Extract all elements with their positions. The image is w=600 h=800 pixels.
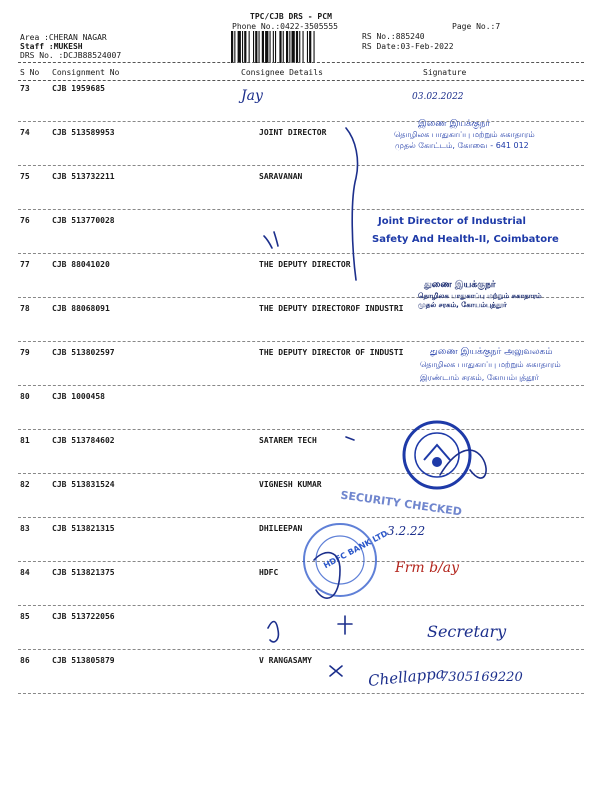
deputy-director-stamp-line1: துணை இயக்குநர்: [424, 280, 496, 290]
deputy-office-stamp-line1: துணை இயக்குநர் அலுவலகம்: [430, 347, 553, 357]
deputy-director-stamp-line3: முதல் சரகம், கோயம்புத்தூர்: [418, 301, 507, 309]
column-header-signature: Signature: [423, 68, 467, 77]
report-title: TPC/CJB DRS - PCM: [250, 12, 332, 21]
signature-73: Jay: [241, 88, 263, 104]
row-sno: 82: [20, 480, 30, 489]
page-number: Page No.:7: [452, 22, 501, 31]
row-sno: 80: [20, 392, 30, 401]
handwritten-date-83: 3.2.22: [387, 524, 426, 538]
row-sno: 83: [20, 524, 30, 533]
row-consignee: HDFC: [259, 568, 279, 577]
handwritten-name-86: Chellappa: [367, 664, 446, 690]
phone-number: Phone No.:0422-3505555: [232, 22, 338, 31]
row-consignment-number: CJB 513589953: [52, 128, 115, 137]
row-consignment-number: CJB 88068091: [52, 304, 110, 313]
joint-director-en-line1: Joint Director of Industrial: [378, 216, 526, 227]
row-consignee: THE DEPUTY DIRECTOR: [259, 260, 351, 269]
row-consignee: DHILEEPAN: [259, 524, 303, 533]
row-sno: 78: [20, 304, 30, 313]
row-consignment-number: CJB 513802597: [52, 348, 115, 357]
joint-director-stamp-line3: முதல் கோட்டம், கோவை - 641 012: [395, 141, 529, 150]
row-consignment-number: CJB 513784602: [52, 436, 115, 445]
row-sno: 86: [20, 656, 30, 665]
joint-director-en-line2: Safety And Health-II, Coimbatore: [372, 234, 559, 245]
row-consignment-number: CJB 1000458: [52, 392, 105, 401]
handwritten-date-73: 03.02.2022: [412, 92, 464, 102]
column-header-sno: S No: [20, 68, 40, 77]
row-consignment-number: CJB 1959685: [52, 84, 105, 93]
row-sno: 79: [20, 348, 30, 357]
row-sno: 84: [20, 568, 30, 577]
rs-date: RS Date:03-Feb-2022: [362, 42, 454, 51]
row-consignee: THE DEPUTY DIRECTOROF INDUSTRI: [259, 304, 404, 313]
row-consignment-number: CJB 513831524: [52, 480, 115, 489]
row-sno: 73: [20, 84, 30, 93]
row-consignee: VIGNESH KUMAR: [259, 480, 322, 489]
handwritten-phone-86: 7305169220: [440, 670, 523, 685]
row-consignment-number: CJB 513770028: [52, 216, 115, 225]
handwritten-signature-85: Secretary: [427, 622, 507, 641]
staff-label: Staff :MUKESH: [20, 42, 83, 51]
row-sno: 81: [20, 436, 30, 445]
row-consignee: JOINT DIRECTOR: [259, 128, 327, 137]
joint-director-stamp-line2: தொழிலக பாதுகாப்பு மற்றும் சுகாதாரம்: [394, 130, 535, 139]
row-sno: 76: [20, 216, 30, 225]
row-consignee: V RANGASAMY: [259, 656, 312, 665]
row-sno: 85: [20, 612, 30, 621]
row-consignment-number: CJB 513722056: [52, 612, 115, 621]
rs-number: RS No.:885240: [362, 32, 425, 41]
deputy-office-stamp-line3: இரண்டாம் சரகம், கோயம்புத்தூர்: [420, 373, 539, 382]
hdfc-bank-stamp-text: HDFC BANK LTD: [322, 528, 390, 571]
row-consignment-number: CJB 513821315: [52, 524, 115, 533]
row-consignee: SARAVANAN: [259, 172, 303, 181]
row-consignee: THE DEPUTY DIRECTOR OF INDUSTI: [259, 348, 404, 357]
row-consignment-number: CJB 513805879: [52, 656, 115, 665]
column-header-consignment: Consignment No: [52, 68, 120, 77]
row-sno: 77: [20, 260, 30, 269]
deputy-office-stamp-line2: தொழிலக பாதுகாப்பு மற்றும் சுகாதாரம்: [420, 360, 561, 369]
handwritten-red-signature-84: Frm b/ay: [395, 560, 460, 576]
row-consignee: SATAREM TECH: [259, 436, 317, 445]
security-checked-stamp: SECURITY CHECKED: [339, 488, 463, 519]
row-sno: 75: [20, 172, 30, 181]
joint-director-stamp-line1: இணை இயக்குநர்: [418, 119, 491, 129]
row-consignment-number: CJB 88041020: [52, 260, 110, 269]
drs-number: DRS No. :DCJB88524007: [20, 51, 122, 60]
area-label: Area :CHERAN NAGAR: [20, 33, 107, 42]
row-sno: 74: [20, 128, 30, 137]
row-consignment-number: CJB 513732211: [52, 172, 115, 181]
column-header-consignee: Consignee Details: [241, 68, 323, 77]
row-consignment-number: CJB 513821375: [52, 568, 115, 577]
deputy-director-stamp-line2: தொழிலக பாதுகாப்பு மற்றும் சுகாதாரம்: [418, 292, 542, 300]
